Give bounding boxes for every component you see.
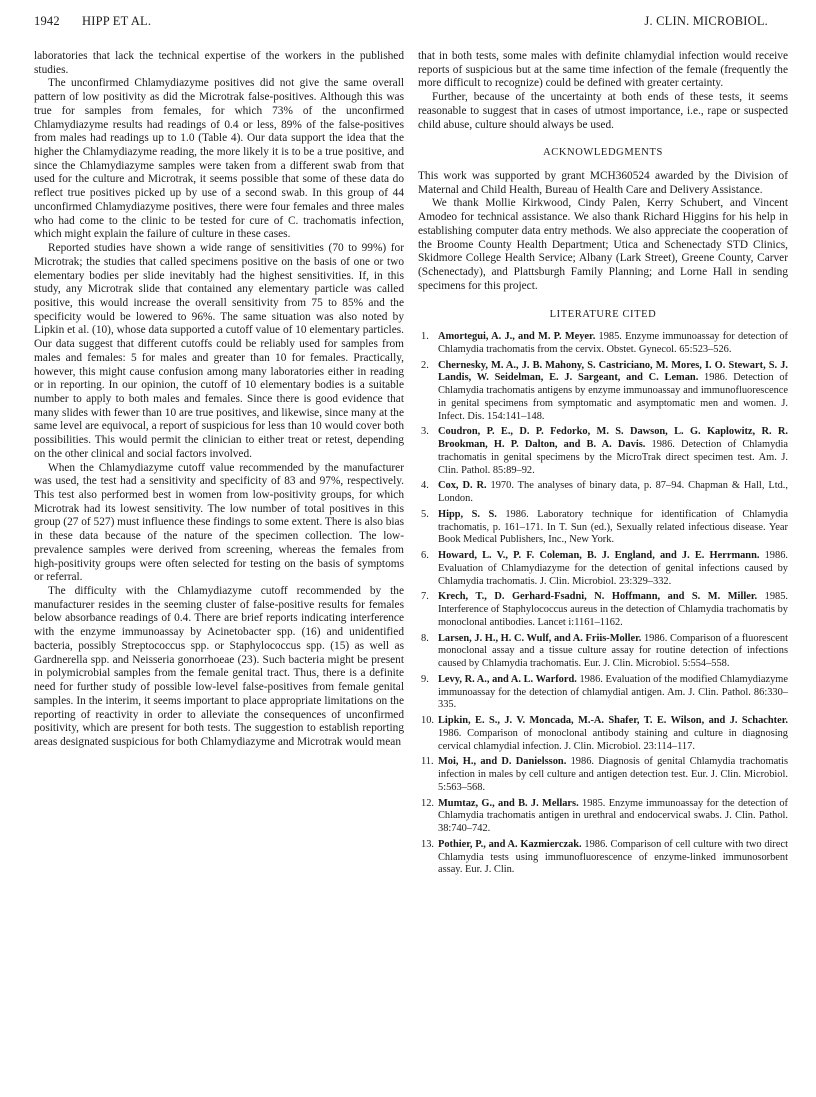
reference-number: 9. (421, 673, 429, 685)
reference-item (418, 798, 788, 836)
acknowledgment-paragraph: This work was supported by grant MCH360524 awarded by the Division of Maternal and Child Health, Bureau of Health Care and Delivery Assistance. (418, 170, 788, 196)
reference-text: 1986. Diagnosis of genital Chlamydia trachomatis infection in males by cell culture and antigen detection test. Eur. J. Clin. Microbiol. 5:563–568. (438, 756, 788, 793)
reference-item (418, 331, 788, 357)
acknowledgments-body (418, 170, 788, 293)
reference-authors: Chernesky, M. A., J. B. Mahony, S. Castriciano, M. Mores, I. O. Stewart, S. J. Landis, W. Seidelman, E. J. Sargeant, and C. Leman. (438, 359, 788, 384)
reference-number: 1. (421, 331, 429, 343)
reference-number: 8. (421, 632, 429, 644)
reference-number: 5. (421, 508, 429, 520)
reference-text: 1986. Detection of Chlamydia trachomatis in genital specimens by the MicroTrak direct specimen test. Am. J. Clin. Pathol. 85:89–92. (438, 439, 788, 476)
acknowledgment-paragraph: We thank Mollie Kirkwood, Cindy Palen, Kerry Schubert, and Vincent Amodeo for technical assistance. We also thank Richard Higgins for his help in establishing computer data entry methods. We also appreciate the cooperation of the Broome County Health Department; Utica and Schenectady STD Clinics, Skidmore College Health Service; Albany (Lark Street), Greene County, Carver (Schenectady), and Plattsburgh Family Planning; and Lorne Hall in sending specimens for this project. (418, 197, 788, 292)
reference-item (418, 426, 788, 477)
reference-authors: Krech, T., D. Gerhard-Fsadni, N. Hoffmann, and S. M. Miller. (438, 591, 758, 603)
left_column-paragraph: The unconfirmed Chlamydiazyme positives did not give the same overall pattern of low positivity as did the Microtrak false-positives. Although this was true for samples from females, for which 73% of the unconfirmed Chlamydiazyme results had readings of 0.4 or less, 89% of the false-positives from males had readings up to 1.0 (Table 4). Our data support the idea that the higher the Chlamydiazyme reading, the more likely it is to be a true positive, and since the Chlamydiazyme samples were taken from a different swab from that used for the culture and Microtrak, it seems possible that some of these data do reflect true positives picked up by use of a second swab. In this group of 44 unconfirmed Chlamydiazyme positives, there were four females and three males who had come to the clinic to be tested for cure of C. trachomatis infection, which might explain the failure of culture in these cases. (34, 77, 404, 241)
reference-authors: Lipkin, E. S., J. V. Moncada, M.-A. Shafer, T. E. Wilson, and J. Schachter. (438, 715, 788, 727)
reference-item (418, 480, 788, 506)
acknowledgments-heading: ACKNOWLEDGMENTS (543, 147, 663, 159)
left_column-paragraph: The difficulty with the Chlamydiazyme cutoff recommended by the manufacturer resides in the seeming cluster of false-positive results for females below absorbance readings of 0.4. There are brief reports indicating interference with the enzyme immunoassay by Acinetobacter spp. (16) and unidentified bacteria, possibly Streptococcus spp. or Staphylococcus spp. (15) as well as Gardnerella spp. and Neisseria gonorrhoeae (23). Such bacteria might be present in polymicrobial samples from the female genital tract. Thus, there is a definite need for further study of possible low-level false-positives from female genital samples. In the interim, it seems important to place appropriate limitations on the reporting of reactivity in order to alleviate the consequences of unconfirmed positivity, which are present for both tests. The suggestion to establish reporting areas designated suspicious for both Chlamydiazyme and Microtrak would mean (34, 585, 404, 748)
left_column-paragraph: Reported studies have shown a wide range of sensitivities (70 to 99%) for Microtrak; the studies that called specimens positive on the basis of one or two elementary bodies per slide inevitably had the highest sensitivities. If, in this study, any Microtrak slide that contained any elementary particle was called positive, this would increase the overall sensitivity from 75 to 85% and the specificity would be lowered to 96%. The same situation was also noted by Lipkin et al. (10), whose data supported a cutoff value of 10 elementary particles. Our data suggest that different cutoffs could be reliably used for samples from males and females: 5 for males and greater than 10 for females. Practically, however, this might cause confusion among many laboratories either in reading or in reporting. In our opinion, the cutoff of 10 elementary bodies is a suitable number to apply to both males and females. Since there is good evidence that many slides with fewer than 10 are true positives, and likewise, since many at the same level are equivocal, a report of suspicious for less than 10 would cover both possibilities. This would permit the clinician to either treat or retest, depending on the other clinical and social factors involved. (34, 242, 404, 460)
reference-item (418, 360, 788, 424)
reference-number: 7. (421, 591, 429, 603)
left_column-paragraph: When the Chlamydiazyme cutoff value recommended by the manufacturer was used, the test had a sensitivity and specificity of 83 and 97%, respectively. This test also performed best in women from low-positivity groups, for which Microtrak had its lowest sensitivity. The low number of total positives in this group (27 of 527) must influence these findings to some extent. There is also bias in these data because of the nature of the specimen collection. The low-prevalence samples were derived from screening, whereas the females from high-positivity groups were often selected for testing on the basis of symptoms or referral. (34, 461, 404, 584)
right-column (418, 50, 788, 880)
left_column-paragraph: laboratories that lack the technical expertise of the workers in the published studies. (34, 50, 404, 76)
reference-item (418, 715, 788, 753)
page-number: 1942 (34, 14, 60, 28)
reference-item (418, 591, 788, 629)
reference-item (418, 756, 788, 794)
reference-item (418, 550, 788, 588)
discussion-continued (418, 50, 788, 132)
reference-number: 11. (421, 756, 434, 768)
reference-list (418, 331, 788, 877)
reference-authors: Moi, H., and D. Danielsson. (438, 756, 567, 768)
reference-number: 13. (421, 838, 434, 850)
reference-authors: Cox, D. R. (438, 480, 487, 492)
reference-text: 1985. Enzyme immunoassay for the detection of Chlamydia trachomatis antigen in urethral and endocervical swabs. J. Clin. Pathol. 38:740–742. (438, 797, 789, 835)
reference-item (418, 674, 788, 712)
reference-text: 1985. Interference of Staphylococcus aureus in the detection of Chlamydia trachomatis by monoclonal antibodies. Lancet i:1161–1162. (438, 591, 789, 628)
reference-text: 1986. Comparison of a fluorescent monoclonal assay and a tissue culture assay for routine detection of infections caused by Chlamydia trachomatis. Eur. J. Clin. Microbiol. 5:554–558. (438, 632, 788, 670)
reference-authors: Mumtaz, G., and B. J. Mellars. (438, 797, 579, 809)
reference-number: 2. (421, 359, 429, 371)
reference-number: 4. (421, 480, 429, 492)
running-authors: HIPP ET AL. (82, 14, 152, 28)
reference-number: 12. (421, 797, 434, 809)
reference-item (418, 509, 788, 547)
reference-authors: Larsen, J. H., H. C. Wulf, and A. Friis-Moller. (438, 632, 642, 644)
reference-text: 1986. Evaluation of the modified Chlamydiazyme immunoassay for the detection of chlamydial antigen. Am. J. Clin. Pathol. 86:330–335. (438, 673, 788, 711)
reference-authors: Howard, L. V., P. F. Coleman, B. J. England, and J. E. Herrmann. (438, 550, 760, 562)
reference-number: 3. (421, 426, 429, 438)
reference-item (418, 633, 788, 671)
right_column_top-paragraph: Further, because of the uncertainty at both ends of these tests, it seems reasonable to suggest that in cases of utmost importance, i.e., rape or suspected child abuse, culture should always be used. (418, 91, 788, 131)
left-column (34, 50, 404, 750)
reference-authors: Amortegui, A. J., and M. P. Meyer. (438, 331, 596, 343)
reference-number: 10. (421, 715, 434, 727)
reference-item (418, 839, 788, 877)
reference-text: 1986. Comparison of cell culture with two direct Chlamydia tests using immunofluorescence of enzyme-linked immunosorbent assay. Eur. J. Clin. (438, 838, 789, 876)
running-header (34, 14, 768, 34)
reference-text: 1986. Laboratory technique for identification of Chlamydia trachomatis, p. 161–171. In T. Sun (ed.), Sexually related infectious disease. Year Book Medical Publishers, Inc., New York. (438, 508, 788, 546)
reference-authors: Hipp, S. S. (438, 508, 497, 520)
reference-number: 6. (421, 550, 429, 562)
reference-text: 1985. Enzyme immunoassay for detection of Chlamydia trachomatis from the cervix. Obstet. Gynecol. 65:523–526. (438, 331, 788, 355)
reference-text: 1986. Comparison of monoclonal antibody staining and culture in diagnosing cervical chlamydial infection. J. Clin. Microbiol. 23:114–117. (438, 727, 788, 752)
reference-text: 1986. Detection of Chlamydia trachomatis antigens by enzyme immunoassay and immunofluorescence in genital specimens from symptomatic and asymptomatic men and women. J. Infect. Dis. 154:141–148. (438, 372, 789, 422)
reference-text: 1970. The analyses of binary data, p. 87–94. Chapman & Hall, Ltd., London. (438, 480, 788, 505)
journal-name: J. CLIN. MICROBIOL. (644, 14, 768, 28)
reference-authors: Pothier, P., and A. Kazmierczak. (438, 838, 582, 850)
reference-text: 1986. Evaluation of Chlamydiazyme for the detection of genital infections caused by Chlamydia trachomatis. J. Clin. Microbiol. 23:329–332. (438, 550, 788, 587)
reference-authors: Levy, R. A., and A. L. Warford. (438, 673, 577, 685)
right_column_top-paragraph: that in both tests, some males with definite chlamydial infection would receive reports of suspicious but at the same time infection of the female (frequently the more difficult to recognize) could be defined with greater certainty. (418, 50, 788, 90)
literature-cited-heading: LITERATURE CITED (549, 308, 657, 320)
reference-authors: Coudron, P. E., D. P. Fedorko, M. S. Dawson, L. G. Kaplowitz, R. R. Brookman, H. P. Dalton, and B. A. Davis. (438, 426, 788, 451)
